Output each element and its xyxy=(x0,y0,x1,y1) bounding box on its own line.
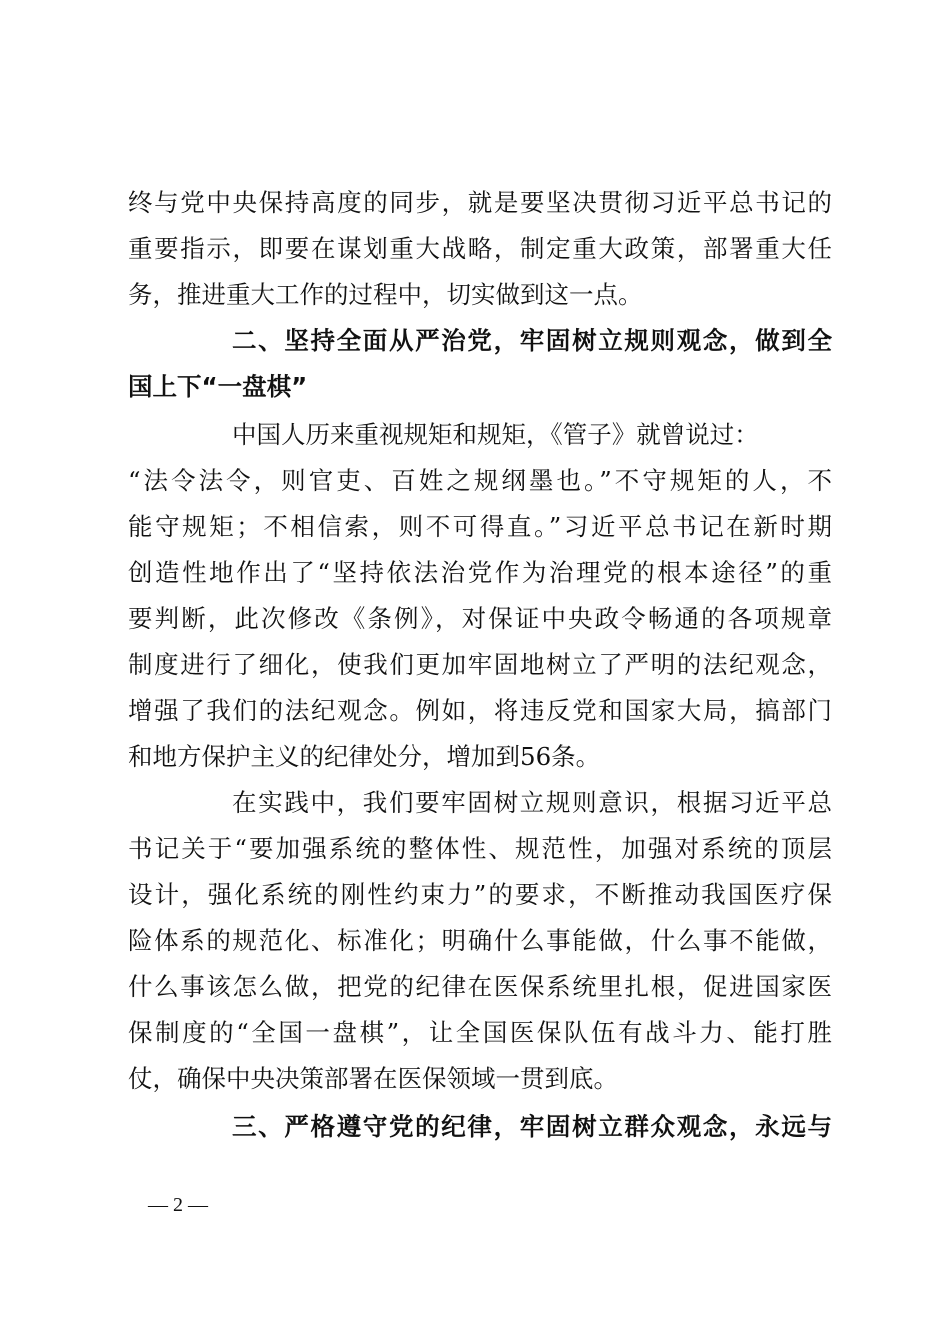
body-line: 中国人历来重视规矩和规矩，《管子》就曾说过： xyxy=(232,420,759,449)
body-line: 仗，确保中央决策部署在医保领域一贯到底。 xyxy=(128,1064,618,1093)
section-heading-2-cont: 国上下“一盘棋” xyxy=(128,372,308,401)
body-line: 制度进行了细化，使我们更加牢固地树立了严明的法纪观念， xyxy=(128,650,832,679)
body-line: 务，推进重大工作的过程中，切实做到这一点。 xyxy=(128,280,643,309)
body-line: 书记关于“要加强系统的整体性、规范性，加强对系统的顶层 xyxy=(128,834,832,863)
body-line: 创造性地作出了“坚持依法治党作为治理党的根本途径”的重 xyxy=(128,558,832,587)
body-line: 终与党中央保持高度的同步，就是要坚决贯彻习近平总书记的 xyxy=(128,188,832,217)
page-number: — 2 — xyxy=(148,1194,208,1216)
body-line: 什么事该怎么做，把党的纪律在医保系统里扎根，促进国家医 xyxy=(128,972,832,1001)
body-line: 保制度的“全国一盘棋”，让全国医保队伍有战斗力、能打胜 xyxy=(128,1018,832,1047)
section-heading-2: 二、坚持全面从严治党，牢固树立规则观念，做到全 xyxy=(232,326,832,355)
body-line: 重要指示，即要在谋划重大战略，制定重大政策，部署重大任 xyxy=(128,234,832,263)
body-line: 要判断，此次修改《条例》，对保证中央政令畅通的各项规章 xyxy=(128,604,832,633)
body-line: 能守规矩；不相信索，则不可得直。”习近平总书记在新时期 xyxy=(128,512,832,541)
section-heading-3: 三、严格遵守党的纪律，牢固树立群众观念，永远与 xyxy=(232,1112,832,1141)
body-line: “法令法令，则官吏、百姓之规纲墨也。”不守规矩的人，不 xyxy=(128,466,832,495)
body-line: 险体系的规范化、标准化；明确什么事能做，什么事不能做， xyxy=(128,926,832,955)
body-line: 和地方保护主义的纪律处分，增加到56条。 xyxy=(128,742,601,771)
body-line: 设计，强化系统的刚性约束力”的要求，不断推动我国医疗保 xyxy=(128,880,832,909)
body-line: 在实践中，我们要牢固树立规则意识，根据习近平总 xyxy=(232,788,832,817)
body-line: 增强了我们的法纪观念。例如，将违反党和国家大局，搞部门 xyxy=(128,696,832,725)
